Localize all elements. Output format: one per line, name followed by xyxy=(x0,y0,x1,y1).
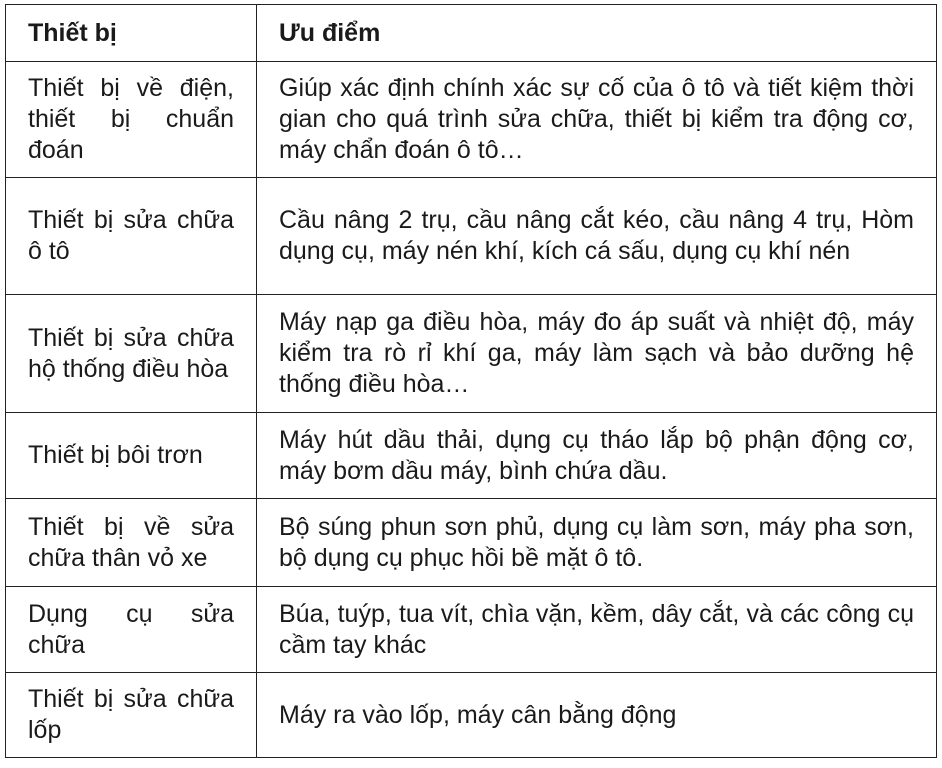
device-cell: Thiết bị sửa chữa lốp xyxy=(6,673,257,758)
header-device: Thiết bị xyxy=(6,5,257,62)
table-row xyxy=(6,295,937,413)
device-cell: Thiết bị về sửa chữa thân vỏ xe xyxy=(6,499,257,587)
table-row xyxy=(6,62,937,178)
advantage-cell: Máy nạp ga điều hòa, máy đo áp suất và nhiệt độ, máy kiểm tra rò rỉ khí ga, máy làm sạch và bảo dưỡng hệ thống điều hòa… xyxy=(257,295,937,413)
table-row xyxy=(6,673,937,758)
table-row xyxy=(6,587,937,673)
advantage-cell: Máy hút dầu thải, dụng cụ tháo lắp bộ phận động cơ, máy bơm dầu máy, bình chứa dầu. xyxy=(257,413,937,499)
device-cell: Thiết bị sửa chữa hộ thống điều hòa xyxy=(6,295,257,413)
device-cell: Dụng cụ sửa chữa xyxy=(6,587,257,673)
table-header-row xyxy=(6,5,937,62)
table-row xyxy=(6,499,937,587)
advantage-cell: Giúp xác định chính xác sự cố của ô tô và tiết kiệm thời gian cho quá trình sửa chữa, thiết bị kiểm tra động cơ, máy chẩn đoán ô tô… xyxy=(257,62,937,178)
header-advantage: Ưu điểm xyxy=(257,5,937,62)
table-row xyxy=(6,178,937,295)
device-cell: Thiết bị về điện, thiết bị chuẩn đoán xyxy=(6,62,257,178)
table-row xyxy=(6,413,937,499)
advantage-cell: Máy ra vào lốp, máy cân bằng động xyxy=(257,673,937,758)
equipment-table xyxy=(5,4,937,758)
device-cell: Thiết bị bôi trơn xyxy=(6,413,257,499)
advantage-cell: Búa, tuýp, tua vít, chìa vặn, kềm, dây cắt, và các công cụ cầm tay khác xyxy=(257,587,937,673)
advantage-cell: Cầu nâng 2 trụ, cầu nâng cắt kéo, cầu nâng 4 trụ, Hòm dụng cụ, máy nén khí, kích cá sấu, dụng cụ khí nén xyxy=(257,178,937,295)
device-cell: Thiết bị sửa chữa ô tô xyxy=(6,178,257,295)
advantage-cell: Bộ súng phun sơn phủ, dụng cụ làm sơn, máy pha sơn, bộ dụng cụ phục hồi bề mặt ô tô. xyxy=(257,499,937,587)
